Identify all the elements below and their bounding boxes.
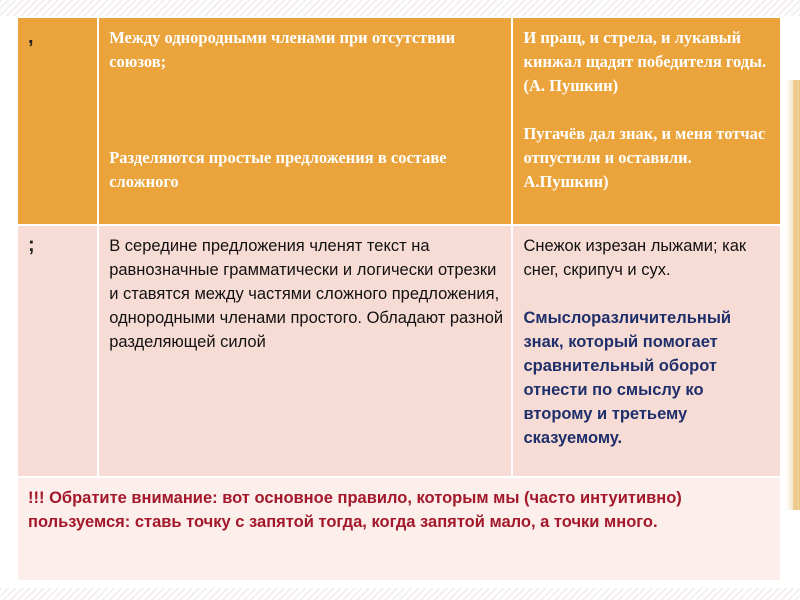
example-text-2: Пугачёв дал знак, и меня тотчас отпустили и оставили. А.Пушкин) [523,124,766,191]
footer-note: !!! Обратите внимание: вот основное правило, которым мы (часто интуитивно) пользуемся: ставь точку с запятой тогда, когда запятой мало, а точки много. [28,489,682,531]
decorative-bottom-band [0,588,800,600]
decorative-top-band [0,0,800,16]
example-text: Снежок изрезан лыжами; как снег, скрипуч и сух. [523,237,747,279]
table-row-comma [17,17,781,225]
example-text-1: И пращ, и стрела, и лукавый кинжал щадят победителя годы. (А. Пушкин) [523,28,767,95]
mark-cell [17,225,98,477]
example-cell [512,225,781,477]
footer-cell [17,477,781,581]
table-row-semicolon [17,225,781,477]
usage-text-1: Между однородными членами при отсутствии союзов; [109,28,456,71]
table-row-footer [17,477,781,581]
usage-cell [98,17,512,225]
usage-text: В середине предложения членят текст на равнозначные грамматически и логически отрезки и ставятся между частями сложного предложения, однородными членами простого. Обладают разной разделяющей силой [109,237,504,351]
semantic-note: Смыслоразличительный знак, который помогает сравнительный оборот отнести по смыслу ко второму и третьему сказуемому. [523,309,732,447]
usage-cell [98,225,512,477]
decorative-right-stripe [793,80,797,510]
semicolon-mark: ; [28,234,35,256]
mark-cell [17,17,98,225]
usage-text-2: Разделяются простые предложения в составе сложного [109,148,447,191]
example-cell [512,17,781,225]
punctuation-rules-table [16,16,782,582]
comma-mark: , [28,26,34,48]
